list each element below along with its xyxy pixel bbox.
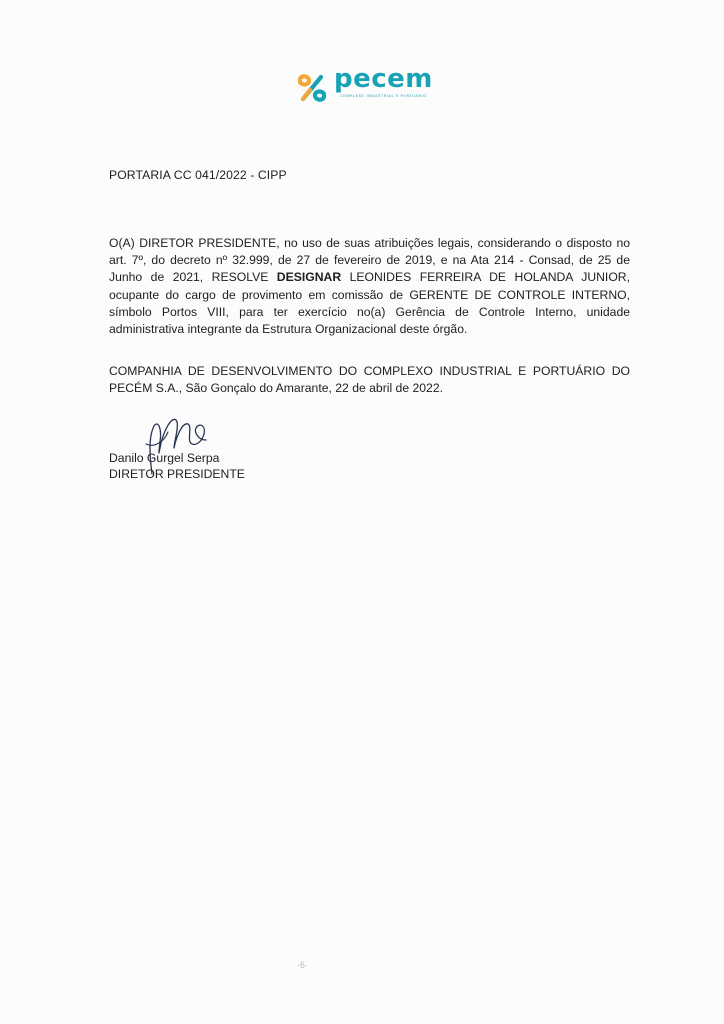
document-title: PORTARIA CC 041/2022 - CIPP [109,168,287,182]
logo-tagline: COMPLEXO INDUSTRIAL E PORTUÁRIO [340,94,427,98]
document-body [109,235,630,338]
body-emphasis: DESIGNAR [276,270,342,285]
signer-role: DIRETOR PRESIDENTE [109,467,245,481]
body-rest: LEONIDES FERREIRA DE HOLANDA JUNIOR, ocupante do cargo de provimento em comissão de GERENTE DE CONTROLE INTERNO, símbolo Portos VIII, para ter exercício no(a) Gerência de Controle Interno, unidade administrativa integrante da Estrutura Organizacional deste órgão. [109,270,630,337]
footer-page-mark: ·6· [297,960,308,970]
place-date-paragraph: COMPANHIA DE DESENVOLVIMENTO DO COMPLEXO INDUSTRIAL E PORTUÁRIO DO PECÉM S.A., São Gonçalo do Amarante, 22 de abril de 2022. [109,364,630,396]
logo-wordmark: pecem [334,64,433,94]
pecem-logo-mark-icon [296,72,328,104]
pecem-logo [296,64,446,106]
body-intro: O(A) DIRETOR PRESIDENTE, no uso de suas atribuições legais, considerando o disposto no art. 7º, do decreto nº 32.999, de 27 de fevereiro de 2019, e na Ata 214 - Consad, de 25 de Junho de 2021, RESOLVE [109,236,630,285]
signer-name: Danilo Gurgel Serpa [109,451,220,465]
